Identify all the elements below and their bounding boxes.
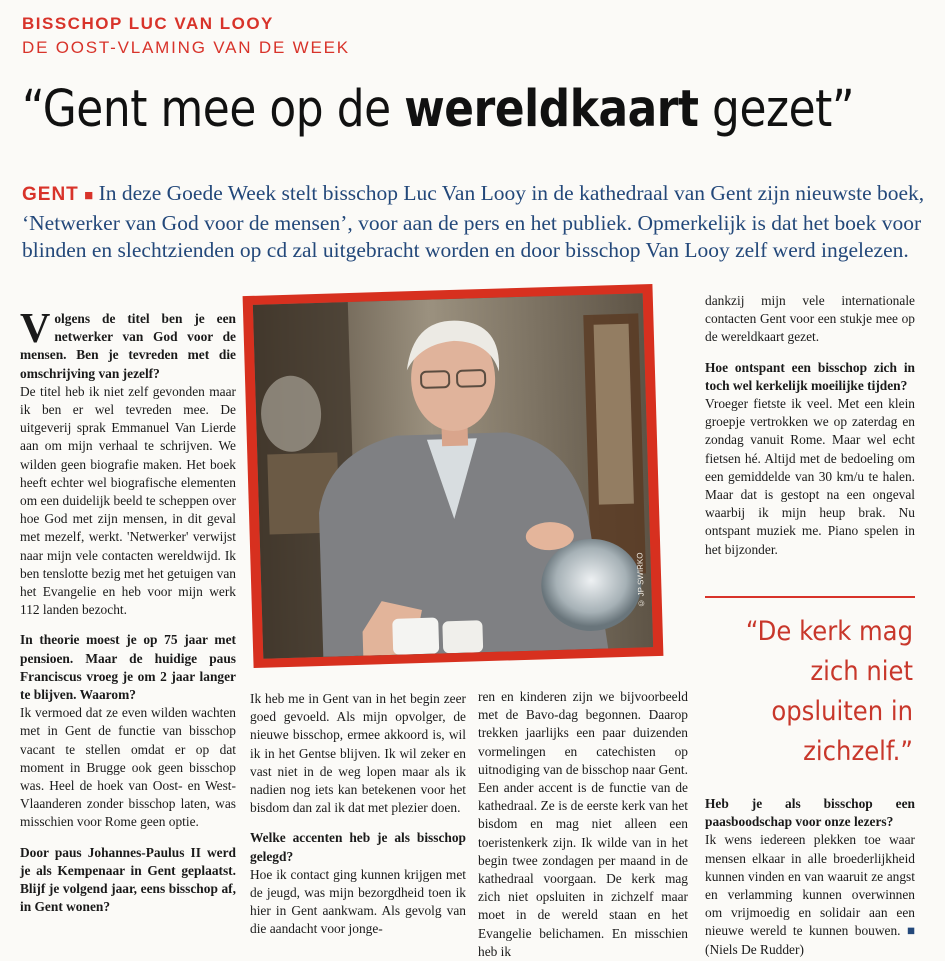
headline-part2: gezet [698, 80, 832, 139]
answer-3: Ik heb me in Gent van in het begin zeer goed gevoeld. Als mijn opvolger, de nieuwe bisschop, ermee akkoord is, wil ik in het Gentse blijven. Ik wil zeker en vast niet in de weg lopen maar als ik nadien nog iets kan betekenen voor het bisdom dan zal ik dat met plezier doen. [250, 691, 466, 816]
dropcap: V [20, 306, 51, 352]
intro-paragraph [22, 180, 927, 264]
portrait-photo [253, 293, 653, 658]
headline-open-quote: “ [22, 80, 43, 139]
question-2: In theorie moest je op 75 jaar met pensioen. Maar de huidige paus Franciscus vroeg je om 2 jaar langer te blijven. Waarom? [20, 632, 236, 703]
question-6: Heb je als bisschop een paasboodschap voor onze lezers? [705, 796, 915, 830]
answer-4-continued: ren en kinderen zijn we bijvoorbeeld met de Bavo-dag begonnen. Daarop trekken jaarlijks een paar duizenden vormelingen en catechisten op uitnodiging van de bisschop naar Gent. Een ander accent is de functie van de kathedraal. Ze is de eerste kerk van het bisdom en mag niet alleen een toeristenkerk zijn. Ik wilde van in het begin twee zondagen per maand in de kathedraal voorgaan. De kerk mag zich niet opsluiten in zichzelf maar moet in de wereld staan en het Evangelie belichamen. En misschien heb ik [478, 689, 688, 959]
column-3 [478, 688, 688, 961]
column-4-top [705, 292, 915, 559]
headline-close-quote: ” [831, 80, 855, 139]
portrait-illustration [253, 293, 653, 658]
question-4: Welke accenten heb je als bisschop gelegd? [250, 830, 466, 864]
photo-credit: © JP SWIRKO [635, 552, 646, 608]
kicker-series: DE OOST-VLAMING VAN DE WEEK [22, 38, 350, 57]
byline: (Niels De Rudder) [705, 941, 804, 957]
column-2 [250, 690, 466, 939]
column-1 [20, 306, 236, 917]
intro-place: GENT [22, 184, 79, 205]
photo-frame [243, 284, 664, 668]
pullquote: “De kerk mag zich niet opsluiten in zichzelf.” [745, 616, 913, 767]
answer-4-part2: dankzij mijn vele internationale contacten Gent voor een stukje mee op de wereldkaart gezet. [705, 293, 915, 345]
answer-4-part1: Hoe ik contact ging kunnen krijgen met de jeugd, was mijn bezorgdheid toen ik hier in Gent aankwam. Als gevolg van die aandacht voor jonge- [250, 866, 466, 937]
question-3: Door paus Johannes-Paulus II werd je als Kempenaar in Gent geplaatst. Blijf je volgend jaar, eens bisschop af, in Gent wonen? [20, 844, 236, 915]
pullquote-rule [705, 596, 915, 598]
answer-5: Vroeger fietste ik veel. Met een klein groepje vertrokken we op zaterdag en zondag vanuit Rome. Maar wel echt fietsen hé. Altijd met de bedoeling om een gemiddelde van 30 km/u te halen. Maar dat is gestopt na een ongeval waarbij ik mijn heup brak. Nu ontspant muziek me. Piano spelen in het bijzonder. [705, 396, 915, 557]
answer-6: Ik wens iedereen plekken toe waar mensen elkaar in alle broederlijkheid kunnen vinden en van waaruit ze angst en verlamming kunnen overwinnen om vrijmoedig en solidair aan een nieuwe wereld te kunnen bouwen. ■ (Niels De Rudder) [705, 832, 915, 957]
headline-part1: Gent mee op de [42, 80, 405, 139]
end-square-icon: ■ [906, 923, 915, 939]
answer-1: De titel heb ik niet zelf gevonden maar ik ben er wel tevreden mee. De uitgeverij sprak Emmanuel Van Lierde aan om mijn verhaal te schrijven. We wilden geen biografie maken. Het boek heeft echter wel biografische elementen om een duidelijk beeld te scheppen over hoe God met zijn mensen, in dit geval met mezelf, werkt. 'Netwerker' verwijst naar mijn vele contacten wereldwijd. Ik ben tenslotte bezig met het getuigen van het Evangelie en heb voor mijn werk 112 landen bezocht. [20, 383, 236, 618]
headline-bold: wereldkaart [404, 80, 699, 139]
column-4-bottom [705, 795, 915, 959]
answer-2: Ik vermoed dat ze even wilden wachten met in Gent de functie van bisschop vacant te stellen omdat er op dat moment in Brugge ook geen bisschop was. Heel de hoek van Oost- en West-Vlaanderen zonder bisschop laten, was misschien voor Rome geen optie. [20, 705, 236, 830]
question-1: Volgens de titel ben je een netwerker van God voor de mensen. Ben je tevreden met die omschrijving van jezelf? [20, 306, 236, 381]
question-5: Hoe ontspant een bisschop zich in toch wel kerkelijk moeilijke tijden? [705, 359, 915, 393]
kicker-name: BISSCHOP LUC VAN LOOY [22, 14, 274, 33]
intro-square-icon: ■ [84, 188, 94, 204]
intro-text: In deze Goede Week stelt bisschop Luc Van Looy in de kathedraal van Gent zijn nieuwste boek, ‘Netwerker van God voor de mensen’, voor aan de pers en het publiek. Opmerkelijk is dat het boek voor blinden en slechtzienden op cd zal uitgebracht worden en door bisschop Van Looy zelf werd ingelezen. [22, 181, 925, 262]
headline [22, 80, 855, 139]
